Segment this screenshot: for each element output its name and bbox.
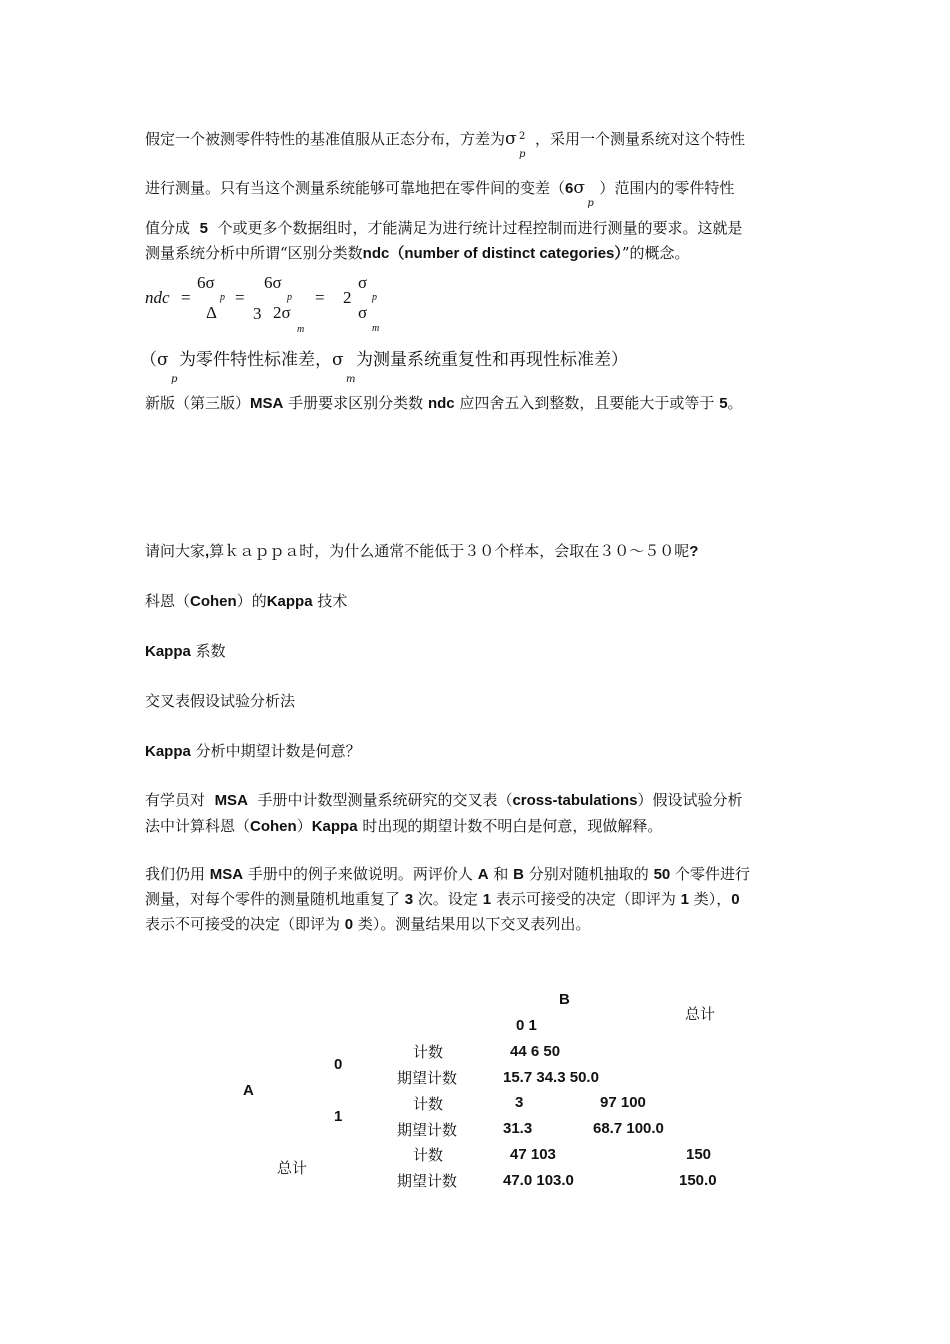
- cell-grand-total-count: 150: [686, 1146, 712, 1163]
- text: 和: [493, 865, 509, 883]
- sigma-symbol: σ: [573, 178, 585, 198]
- cell-a1-count-rest: 97 100: [600, 1094, 646, 1111]
- subscript: m: [346, 374, 356, 385]
- stat-label-expected: 期望计数: [397, 1172, 458, 1190]
- text: 手册中的例子来做说明。两评价人: [247, 865, 473, 883]
- sigma-p: [157, 348, 179, 385]
- formula-subscript-p: p: [372, 292, 377, 303]
- bold-number: 0: [731, 891, 740, 908]
- formula-delta: Δ: [206, 303, 217, 322]
- sigma-p-squared: [505, 128, 535, 160]
- kappa-question: [145, 540, 698, 563]
- bold-term: Kappa: [145, 643, 191, 660]
- text: 分析中期望计数是何意？: [195, 742, 361, 760]
- text: 新版（第三版）: [145, 394, 251, 412]
- bold-term: Cohen: [250, 818, 297, 835]
- text: 值分成: [145, 219, 191, 237]
- cell-a1-count-b0: 3: [515, 1094, 524, 1111]
- text: 系数: [195, 642, 226, 660]
- cell-total-expected: 47.0 103.0: [503, 1172, 574, 1189]
- para4-line2: [145, 888, 740, 911]
- formula-three: 3: [253, 304, 262, 323]
- text: 有学员对: [145, 791, 206, 809]
- bold-term: ndc: [427, 395, 455, 412]
- para2: [145, 392, 743, 415]
- bold-term: B: [513, 866, 524, 883]
- text: 为测量系统重复性和再现性标准差: [356, 350, 611, 370]
- row-var-a: A: [243, 1082, 254, 1099]
- bold-number: 1: [482, 891, 492, 908]
- formula-equals: =: [181, 288, 191, 307]
- bold-term: Kappa: [311, 818, 358, 835]
- sigma-m: [332, 348, 356, 385]
- text: ，采用一个测量系统对这个特性: [535, 130, 746, 148]
- text: ）范围内的零件特性: [599, 179, 735, 197]
- bold-term: MSA: [250, 395, 284, 412]
- para1-line1: [145, 128, 746, 160]
- formula-equals: =: [315, 288, 325, 307]
- text: ）的: [236, 592, 267, 610]
- text: 。: [727, 394, 743, 412]
- formula-numerator: 6σ: [197, 273, 215, 292]
- text: 法中计算科恩（: [145, 817, 251, 835]
- bold-number: 5: [199, 220, 208, 237]
- ndc-formula: [145, 272, 405, 334]
- bold-number: 3: [404, 891, 414, 908]
- formula-equals: =: [235, 288, 245, 307]
- text: 技术: [317, 592, 348, 610]
- sigma-symbol: σ: [505, 129, 517, 149]
- row-total-label: 总计: [277, 1159, 308, 1177]
- formula-denominator: 2σ: [273, 303, 291, 322]
- cell-a1-expected-rest: 68.7 100.0: [593, 1120, 664, 1137]
- para1-line4: [145, 242, 690, 265]
- heading-kappa-coefficient: [145, 640, 226, 663]
- bold-term: Kappa: [266, 593, 313, 610]
- text: 分别对随机抽取的: [528, 865, 649, 883]
- text: 次。设定: [417, 890, 478, 908]
- sigma-symbol: σ: [157, 350, 169, 370]
- text: 手册要求区别分类数: [288, 394, 424, 412]
- formula-subscript-m: m: [297, 324, 305, 335]
- formula-subscript-p: p: [287, 292, 292, 303]
- formula-sigma-m: σ: [358, 303, 368, 322]
- text: 请问大家: [145, 542, 206, 560]
- heading-cross-tab: [145, 690, 295, 712]
- heading-cohen-kappa: [145, 590, 347, 613]
- bold-number: 5: [719, 395, 728, 412]
- text: 个零件进行: [675, 865, 751, 883]
- formula-ndc: ndc: [145, 288, 170, 307]
- para3-line1: [145, 789, 743, 812]
- stat-label-count: 计数: [413, 1043, 444, 1061]
- sigma-symbol: σ: [332, 350, 344, 370]
- stat-label-count: 计数: [413, 1146, 444, 1164]
- para1-line2: [145, 177, 735, 209]
- bold-term: Cohen: [190, 593, 237, 610]
- text: 应四舍五入到整数，且要能大于或等于: [459, 394, 715, 412]
- paren-open: （: [140, 350, 157, 370]
- bold-term: cross-tabulations: [512, 792, 638, 809]
- text: ,: [205, 543, 210, 560]
- text: 进行测量。只有当这个测量系统能够可靠地把在零件间的变差（: [145, 179, 566, 197]
- text: 为零件特性标准差，: [179, 350, 332, 370]
- stat-label-expected: 期望计数: [397, 1069, 458, 1087]
- bold-term: MSA: [209, 866, 244, 883]
- cell-a1-expected-b0: 31.3: [503, 1120, 533, 1137]
- cell-a0-count: 44 6 50: [510, 1043, 561, 1060]
- text: ?: [689, 543, 699, 560]
- formula-numerator: 6σ: [264, 273, 282, 292]
- heading-expected-count: [145, 740, 361, 763]
- formula-two: 2: [343, 288, 352, 307]
- text: 算ｋａｐｐａ时，为什么通常不能低于３０个样本，会取在３０～５０呢: [209, 542, 690, 560]
- bold-number: 50: [653, 866, 671, 883]
- bold-number: 6: [565, 180, 574, 197]
- bold-term: ndc（number of distinct categories）: [362, 245, 622, 262]
- bold-term: A: [477, 866, 489, 883]
- text: 表示不可接受的决定（即评为: [145, 915, 341, 933]
- text: ）: [296, 817, 312, 835]
- text: 表示可接受的决定（即评为: [495, 890, 676, 908]
- text: 类）。测量结果用以下交叉表列出。: [357, 915, 591, 933]
- cell-grand-total-expected: 150.0: [679, 1172, 717, 1189]
- text: 交叉表假设试验分析法: [145, 692, 296, 710]
- para4-line3: [145, 913, 590, 936]
- superscript: 2: [519, 131, 526, 142]
- text: 时出现的期望计数不明白是何意，现做解释。: [362, 817, 663, 835]
- text: 我们仍用: [145, 865, 206, 883]
- text: 假定一个被测零件特性的基准值服从正态分布，方差为: [145, 130, 506, 148]
- text: 个或更多个数据组时，才能满足为进行统计过程控制而进行测量的要求。这就是: [217, 219, 743, 237]
- paren-close: ）: [611, 350, 628, 370]
- sigma-definition-note: [140, 348, 628, 385]
- subscript: p: [587, 198, 594, 209]
- para3-line2: [145, 815, 662, 838]
- sigma-p: [573, 177, 599, 209]
- col-var-b: B: [559, 991, 570, 1008]
- para4-line1: [145, 863, 750, 886]
- bold-term: MSA: [214, 792, 248, 809]
- subscript: p: [171, 374, 178, 385]
- row-a0-label: 0: [334, 1056, 343, 1073]
- text: 手册中计数型测量系统研究的交叉表（: [257, 791, 513, 809]
- stat-label-expected: 期望计数: [397, 1121, 458, 1139]
- bold-number: 1: [680, 891, 689, 908]
- cell-total-count: 47 103: [510, 1146, 556, 1163]
- stat-label-count: 计数: [413, 1095, 444, 1113]
- formula-subscript-p: p: [220, 292, 225, 303]
- text: ”的概念。: [621, 244, 690, 262]
- para1-line3: [145, 217, 742, 240]
- bold-number: 0: [344, 916, 354, 933]
- text: 测量系统分析中所谓“区别分类数: [145, 244, 363, 262]
- text: ）假设试验分析: [637, 791, 743, 809]
- text: 类），: [693, 890, 732, 908]
- formula-subscript-m: m: [372, 323, 380, 334]
- row-a1-label: 1: [334, 1108, 343, 1125]
- formula-sigma-p: σ: [358, 273, 368, 292]
- col-total-header: 总计: [685, 1005, 716, 1023]
- bold-term: Kappa: [145, 743, 191, 760]
- subscript: p: [519, 149, 526, 160]
- text: 科恩（: [145, 592, 191, 610]
- text: 测量，对每个零件的测量随机地重复了: [145, 890, 401, 908]
- b-levels-header: 0 1: [516, 1017, 537, 1034]
- cell-a0-expected: 15.7 34.3 50.0: [503, 1069, 599, 1086]
